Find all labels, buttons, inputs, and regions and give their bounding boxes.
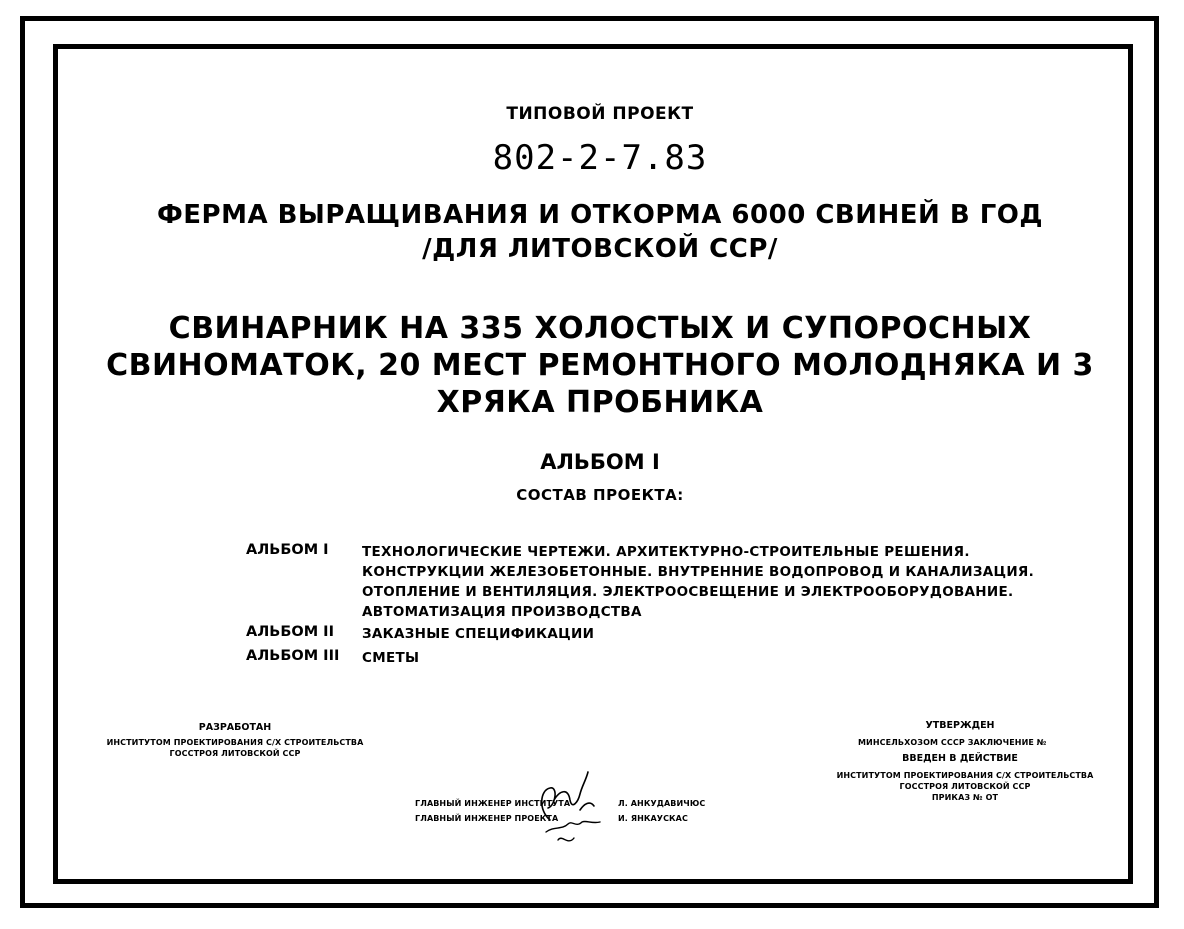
album-label: АЛЬБОМ I [540, 450, 660, 474]
album-1-line-3: ОТОПЛЕНИЕ И ВЕНТИЛЯЦИЯ. ЭЛЕКТРООСВЕЩЕНИЕ И ЭЛЕКТРООБОРУДОВАНИЕ. [362, 584, 1014, 600]
album-2-label: АЛЬБОМ II [246, 624, 334, 640]
chief-engineer-institute-name: Л. АНКУДАВИЧЮС [618, 799, 706, 808]
developed-line-1: ИНСТИТУТОМ ПРОЕКТИРОВАНИЯ С/Х СТРОИТЕЛЬСТВА [106, 738, 364, 747]
document-type-label: ТИПОВОЙ ПРОЕКТ [506, 104, 694, 124]
album-3-label: АЛЬБОМ III [246, 648, 340, 664]
approved-heading: УТВЕРЖДЕН [925, 720, 995, 731]
approved-line-4: ПРИКАЗ № ОТ [931, 793, 999, 802]
album-1-label: АЛЬБОМ I [246, 542, 329, 558]
chief-engineer-institute-label: ГЛАВНЫЙ ИНЖЕНЕР ИНСТИТУТА [415, 799, 571, 808]
approved-line-2: ИНСТИТУТОМ ПРОЕКТИРОВАНИЯ С/Х СТРОИТЕЛЬСТВА [836, 771, 1094, 780]
approved-line-3: ГОССТРОЯ ЛИТОВСКОЙ ССР [899, 782, 1031, 791]
contents-heading: СОСТАВ ПРОЕКТА: [516, 486, 684, 504]
project-number: 802-2-7.83 [492, 138, 708, 178]
farm-title-line2: /ДЛЯ ЛИТОВСКОЙ ССР/ [422, 234, 778, 264]
album-2-line-1: ЗАКАЗНЫЕ СПЕЦИФИКАЦИИ [362, 626, 595, 642]
main-title: СВИНАРНИК НА 335 ХОЛОСТЫХ И СУПОРОСНЫХ СВИНОМАТОК, 20 МЕСТ РЕМОНТНОГО МОЛОДНЯКА И 3 ХРЯКА ПРОБНИКА [106, 311, 1094, 420]
album-1-line-2: КОНСТРУКЦИИ ЖЕЛЕЗОБЕТОННЫЕ. ВНУТРЕННИЕ ВОДОПРОВОД И КАНАЛИЗАЦИЯ. [362, 564, 1035, 580]
album-3-line-1: СМЕТЫ [362, 650, 420, 666]
chief-engineer-project-name: И. ЯНКАУСКАС [618, 814, 688, 823]
developed-line-2: ГОССТРОЯ ЛИТОВСКОЙ ССР [169, 749, 301, 758]
enacted-heading: ВВЕДЕН В ДЕЙСТВИЕ [902, 753, 1018, 764]
chief-engineer-project-label: ГЛАВНЫЙ ИНЖЕНЕР ПРОЕКТА [415, 814, 559, 823]
developed-heading: РАЗРАБОТАН [198, 722, 272, 733]
album-1-line-1: ТЕХНОЛОГИЧЕСКИЕ ЧЕРТЕЖИ. АРХИТЕКТУРНО-СТРОИТЕЛЬНЫЕ РЕШЕНИЯ. [362, 544, 970, 560]
farm-title-line1: ФЕРМА ВЫРАЩИВАНИЯ И ОТКОРМА 6000 СВИНЕЙ В ГОД [156, 200, 1044, 230]
approved-line-1: МИНСЕЛЬХОЗОМ СССР ЗАКЛЮЧЕНИЕ № [858, 738, 1047, 747]
handwritten-signatures [528, 760, 608, 855]
album-1-line-4: АВТОМАТИЗАЦИЯ ПРОИЗВОДСТВА [362, 604, 642, 620]
